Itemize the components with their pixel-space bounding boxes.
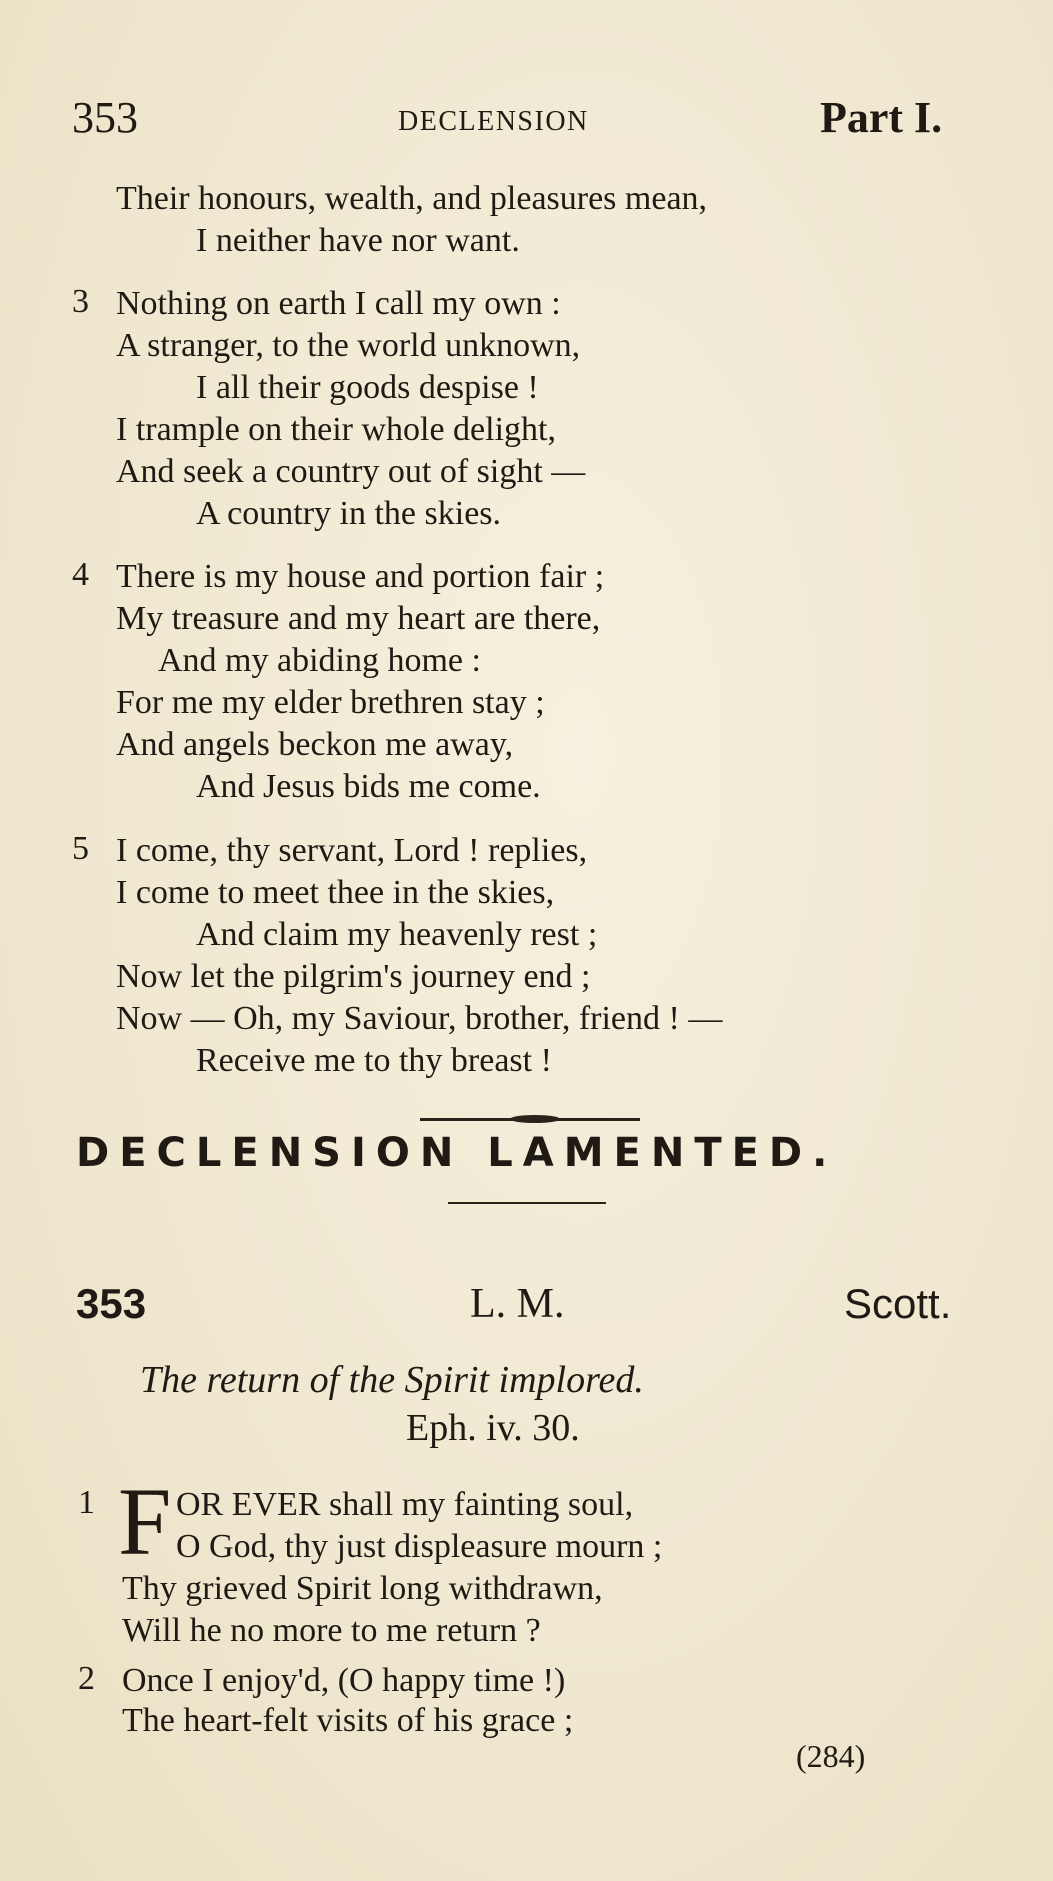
verse-line: The heart-felt visits of his grace ;: [122, 1702, 574, 1739]
verse-line: Will he no more to me return ?: [122, 1612, 541, 1649]
drop-cap: F: [118, 1468, 172, 1575]
verse-line: O God, thy just displeasure mourn ;: [176, 1528, 663, 1565]
verse-line: For me my elder brethren stay ;: [116, 684, 545, 721]
verse-line: And angels beckon me away,: [116, 726, 514, 763]
verse-line: And Jesus bids me come.: [196, 768, 541, 805]
verse-line: I trample on their whole delight,: [116, 411, 556, 448]
part-label: Part I.: [820, 93, 943, 142]
verse-line: I all their goods despise !: [196, 369, 539, 406]
verse-line: And my abiding home :: [158, 642, 481, 679]
verse-line: My treasure and my heart are there,: [116, 600, 601, 637]
running-title: DECLENSION: [398, 106, 589, 137]
verse-line: OR EVER shall my fainting soul,: [176, 1486, 634, 1523]
hymn-author: Scott.: [844, 1280, 952, 1327]
section-heading: DECLENSION LAMENTED.: [76, 1130, 838, 1176]
verse-number: 4: [72, 556, 89, 593]
verse-line: And claim my heavenly rest ;: [196, 916, 598, 953]
verse-number: 1: [78, 1484, 95, 1521]
verse-line: Thy grieved Spirit long withdrawn,: [122, 1570, 603, 1607]
verse-number: 5: [72, 830, 89, 867]
short-rule: [448, 1202, 606, 1204]
hymn-subtitle: The return of the Spirit implored.: [140, 1359, 644, 1401]
verse-line: A stranger, to the world unknown,: [116, 327, 581, 364]
ornamental-rule: [420, 1118, 640, 1121]
verse-line: Receive me to thy breast !: [196, 1042, 552, 1079]
hymn-number: 353: [76, 1280, 147, 1327]
verse-line: Their honours, wealth, and pleasures mean,: [116, 180, 708, 217]
verse-line: Nothing on earth I call my own :: [116, 285, 561, 322]
hymn-meter: L. M.: [470, 1281, 565, 1327]
verse-line: Once I enjoy'd, (O happy time !): [122, 1662, 566, 1699]
verse-line: I come, thy servant, Lord ! replies,: [116, 832, 588, 869]
verse-number: 3: [72, 283, 89, 320]
verse-number: 2: [78, 1660, 95, 1697]
header-hymn-number: 353: [72, 93, 138, 142]
verse-line: A country in the skies.: [196, 495, 502, 532]
page-number: (284): [796, 1738, 866, 1774]
verse-line: I come to meet thee in the skies,: [116, 874, 555, 911]
verse-line: Now — Oh, my Saviour, brother, friend ! —: [116, 1000, 723, 1037]
verse-line: Now let the pilgrim's journey end ;: [116, 958, 591, 995]
verse-line: And seek a country out of sight —: [116, 453, 586, 490]
verse-line: There is my house and portion fair ;: [116, 558, 605, 595]
scripture-reference: Eph. iv. 30.: [406, 1407, 580, 1449]
verse-line: I neither have nor want.: [196, 222, 520, 259]
